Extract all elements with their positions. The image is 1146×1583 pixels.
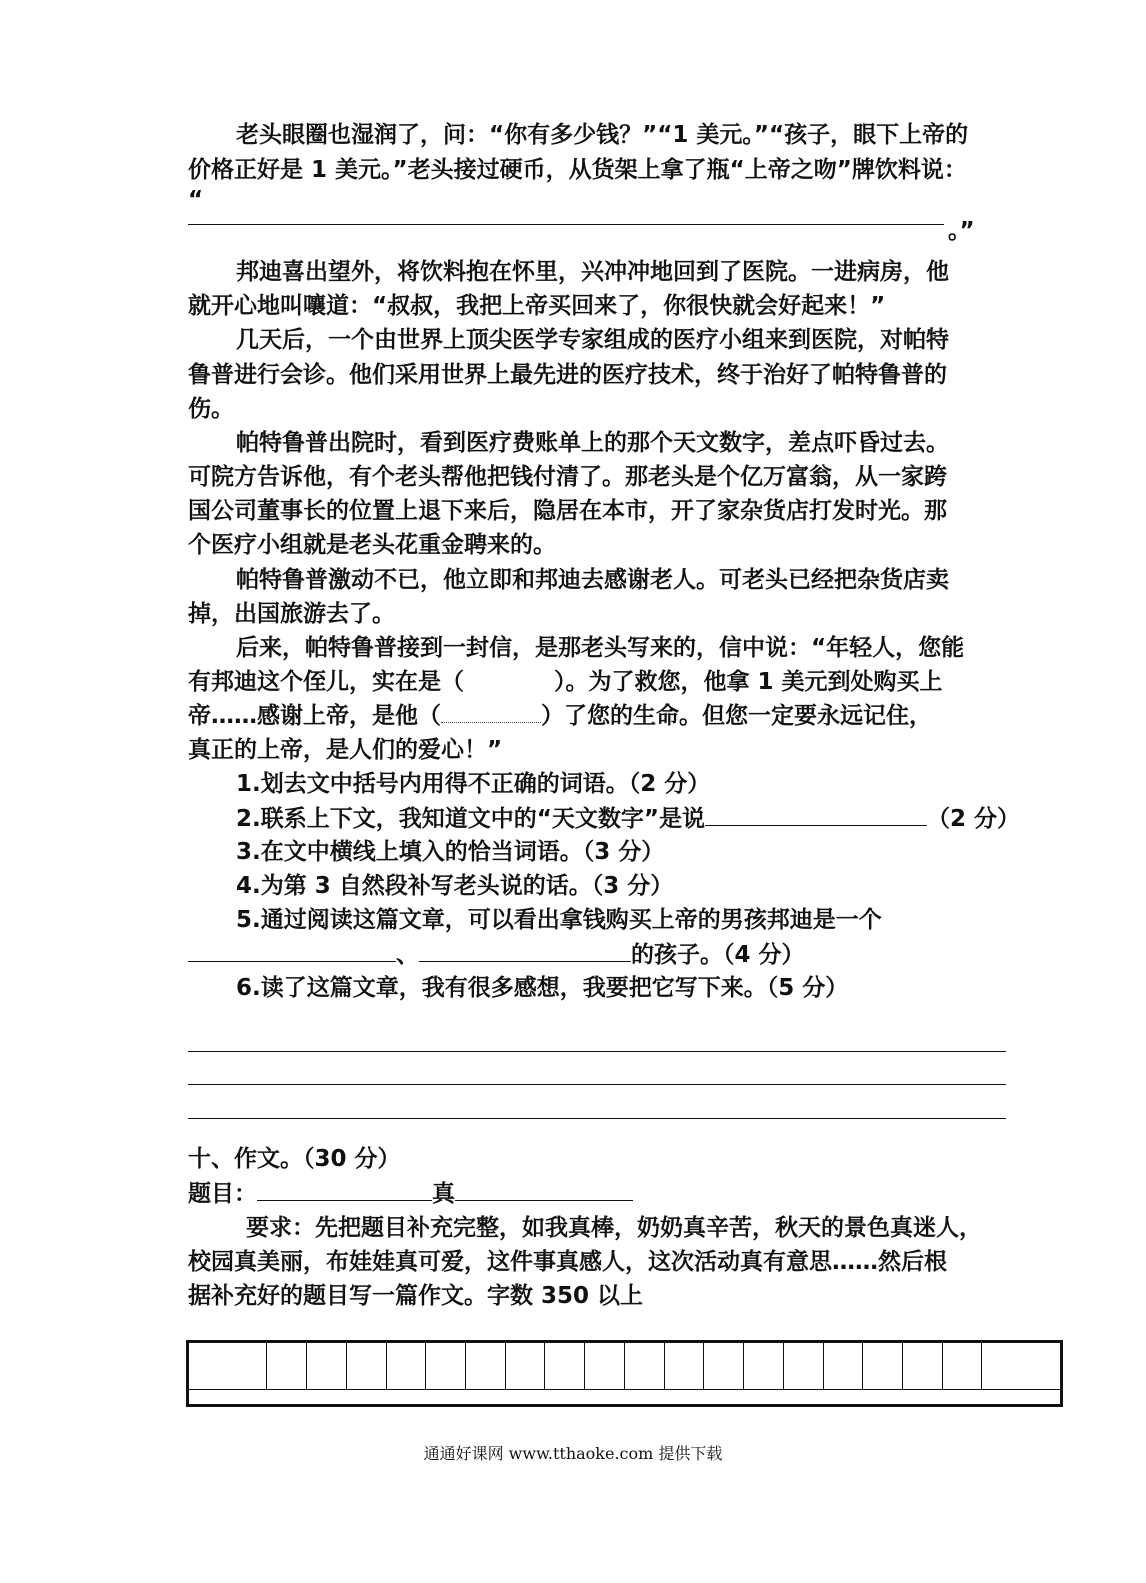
answer-line[interactable] [188, 1118, 1006, 1119]
grid-cell[interactable] [902, 1342, 942, 1390]
grid-cell[interactable] [664, 1342, 704, 1390]
answer-line[interactable] [188, 937, 396, 962]
grid-cell[interactable] [863, 1342, 903, 1390]
grid-cell[interactable] [386, 1342, 426, 1390]
grid-spacer-row [188, 1390, 1062, 1406]
answer-line[interactable] [188, 224, 944, 225]
passage-line: 就开心地叫嚷道：“叔叔，我把上帝买回来了，你很快就会好起来！” [188, 293, 886, 319]
topic-mid: 真 [432, 1181, 455, 1207]
grid-cell[interactable] [426, 1342, 466, 1390]
grid-cell[interactable] [823, 1342, 863, 1390]
requirement-line: 校园真美丽，布娃娃真可爱，这件事真感人，这次活动真有意思……然后根 [188, 1249, 947, 1275]
passage-text: 有邦迪这个侄儿，实在是（ [188, 669, 464, 695]
composition-topic [188, 1176, 633, 1211]
question-5-blanks [188, 937, 805, 972]
composition-heading: 十、作文。（30 分） [188, 1146, 401, 1172]
grid-cell[interactable] [744, 1342, 784, 1390]
question-text: 的孩子。（4 分） [631, 942, 805, 968]
grid-cell[interactable] [346, 1342, 386, 1390]
grid-cell[interactable] [624, 1342, 664, 1390]
passage-line [188, 699, 932, 733]
passage-line: 鲁普进行会诊。他们采用世界上最先进的医疗技术，终于治好了帕特鲁普的 [188, 362, 947, 388]
blank-paren[interactable] [441, 702, 541, 723]
passage-line: 价格正好是 1 美元。”老头接过硬币，从货架上拿了瓶“上帝之吻”牌饮料说： [188, 157, 967, 183]
question-4: 4.为第 3 自然段补写老头说的话。（3 分） [236, 873, 674, 899]
topic-label: 题目： [188, 1181, 257, 1207]
grid-cell[interactable] [982, 1342, 1062, 1390]
passage-line: 个医疗小组就是老头花重金聘来的。 [188, 532, 556, 558]
grid-cell[interactable] [188, 1342, 267, 1390]
passage-line: 真正的上帝，是人们的爱心！” [188, 737, 503, 763]
passage-line: 可院方告诉他，有个老头帮他把钱付清了。那老头是个亿万富翁，从一家跨 [188, 464, 947, 490]
grid-cell[interactable] [307, 1342, 347, 1390]
passage-line: 伤。 [188, 396, 234, 422]
answer-line[interactable] [188, 1084, 1006, 1085]
grid-cell[interactable] [942, 1342, 982, 1390]
answer-line[interactable] [705, 801, 927, 826]
question-2 [236, 801, 1020, 836]
passage-text: 帝……感谢上帝，是他（ [188, 703, 441, 729]
question-score: （2 分） [926, 806, 1020, 832]
passage-line: 老头眼圈也湿润了，问：“你有多少钱？”“1 美元。”“孩子，眼下上帝的 [236, 122, 969, 148]
requirement-line: 据补充好的题目写一篇作文。字数 350 以上 [188, 1283, 644, 1309]
grid-cell[interactable] [505, 1342, 545, 1390]
passage-line: 掉，出国旅游去了。 [188, 601, 395, 627]
grid-cell[interactable] [783, 1342, 823, 1390]
passage-line: 帕特鲁普出院时，看到医疗费账单上的那个天文数字，差点吓昏过去。 [236, 430, 949, 456]
answer-line[interactable] [188, 1051, 1006, 1052]
grid-cell[interactable] [466, 1342, 506, 1390]
question-1: 1.划去文中括号内用得不正确的词语。（2 分） [236, 771, 711, 797]
passage-line: 。” [948, 218, 975, 244]
question-5: 5.通过阅读这篇文章，可以看出拿钱购买上帝的男孩邦迪是一个 [236, 907, 882, 933]
topic-blank[interactable] [455, 1176, 633, 1201]
passage-line: “ [188, 187, 204, 213]
grid-cell[interactable] [704, 1342, 744, 1390]
writing-grid[interactable] [186, 1340, 1063, 1407]
passage-line: 帕特鲁普激动不已，他立即和邦迪去感谢老人。可老头已经把杂货店卖 [236, 567, 949, 593]
question-text: 、 [396, 942, 419, 968]
grid-cell[interactable] [267, 1342, 307, 1390]
requirement-line: 要求：先把题目补充完整，如我真棒，奶奶真辛苦，秋天的景色真迷人， [246, 1215, 982, 1241]
passage-text: ）。为了救您，他拿 1 美元到处购买上 [554, 669, 943, 695]
passage-line: 国公司董事长的位置上退下来后，隐居在本市，开了家杂货店打发时光。那 [188, 498, 947, 524]
passage-line: 几天后，一个由世界上顶尖医学专家组成的医疗小组来到医院，对帕特 [236, 327, 949, 353]
answer-line[interactable] [419, 937, 631, 962]
question-text: 2.联系上下文，我知道文中的“天文数字”是说 [236, 806, 705, 832]
question-6: 6.读了这篇文章，我有很多感想，我要把它写下来。（5 分） [236, 975, 849, 1001]
topic-blank[interactable] [257, 1176, 432, 1201]
grid-cell[interactable] [545, 1342, 585, 1390]
passage-text: ）了您的生命。但您一定要永远记住， [541, 703, 932, 729]
passage-line: 邦迪喜出望外，将饮料抱在怀里，兴冲冲地回到了医院。一进病房，他 [236, 259, 949, 285]
passage-line [188, 665, 943, 699]
footer-credit: 通通好课网 www.tthaoke.com 提供下载 [423, 1444, 723, 1463]
passage-line: 后来，帕特鲁普接到一封信，是那老头写来的，信中说：“年轻人，您能 [236, 635, 965, 661]
question-3: 3.在文中横线上填入的恰当词语。（3 分） [236, 839, 665, 865]
grid-cell[interactable] [585, 1342, 625, 1390]
